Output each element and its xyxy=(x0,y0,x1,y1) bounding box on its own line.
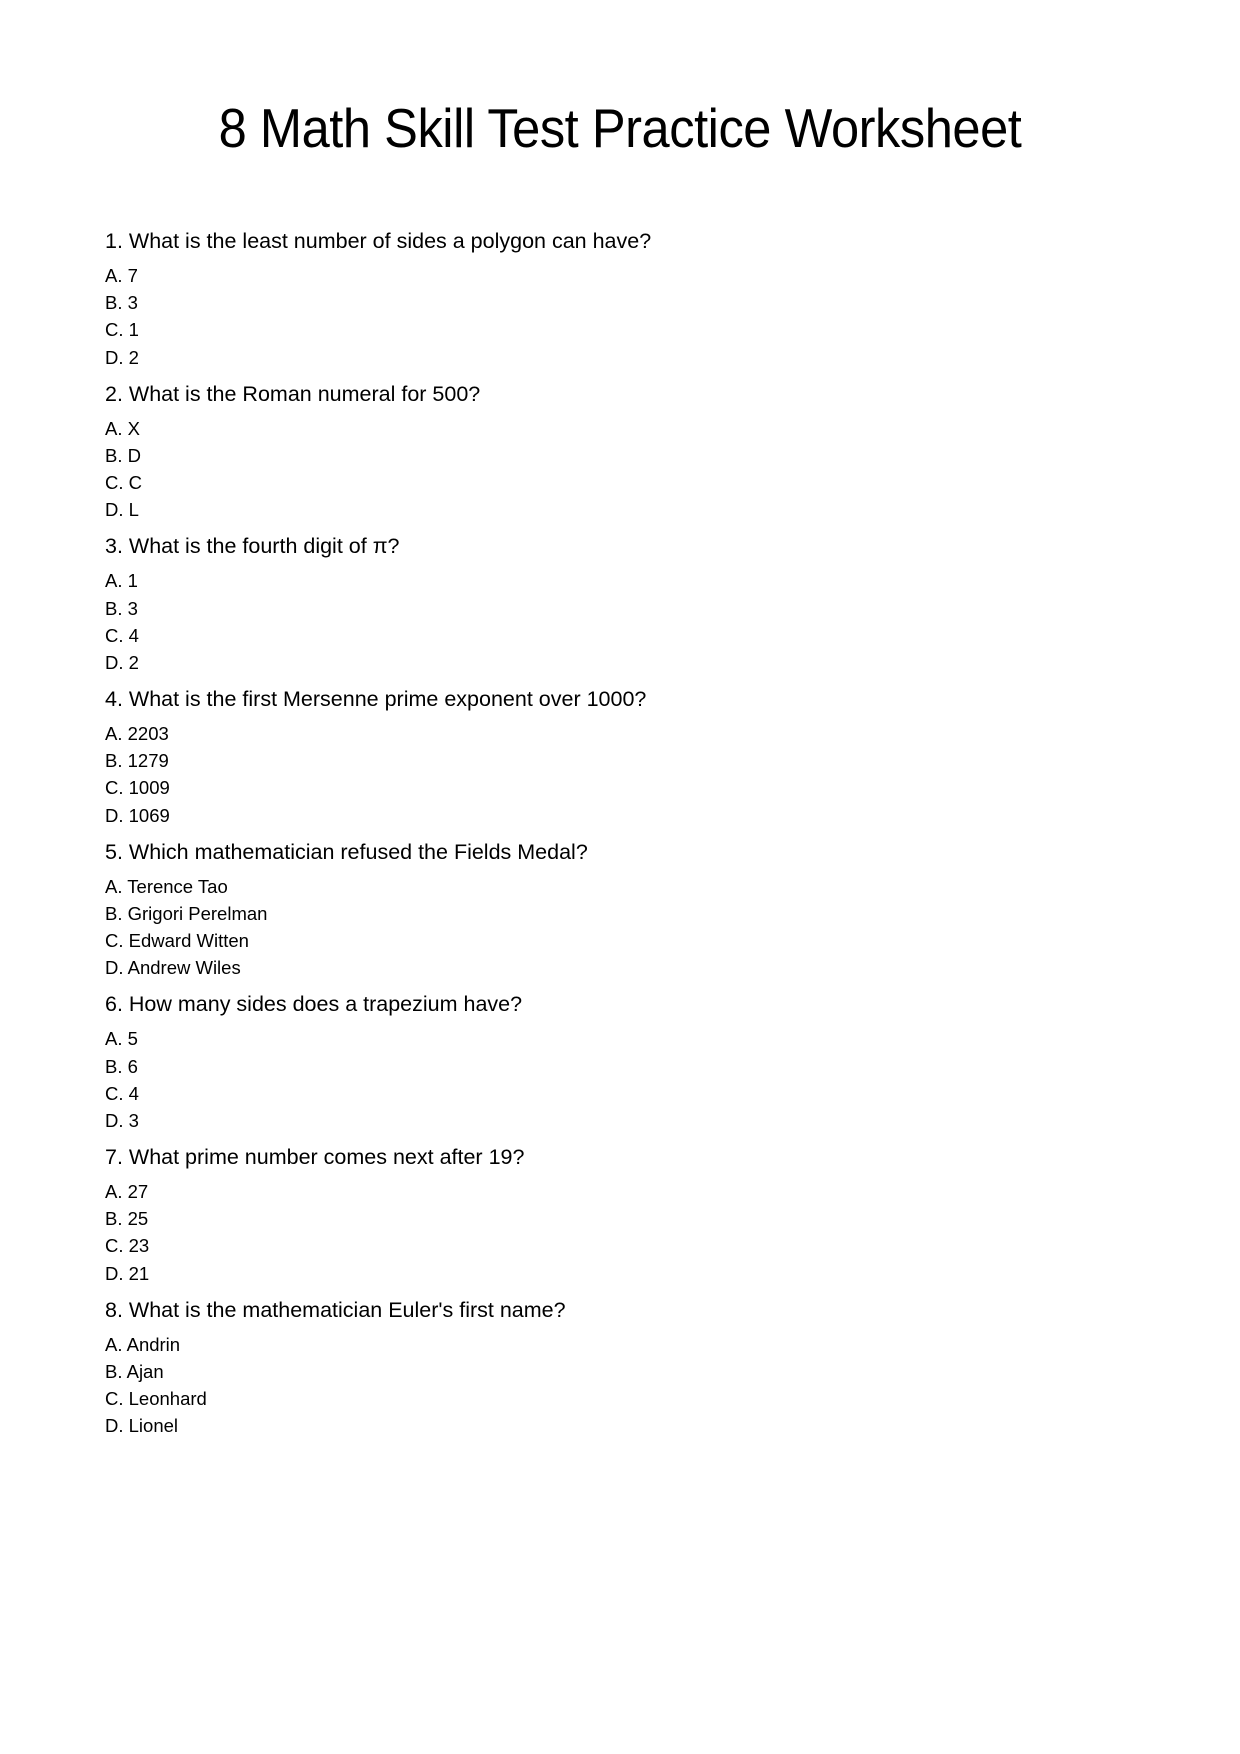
option-row[interactable]: C. 1009 xyxy=(105,777,170,799)
page-title: 8 Math Skill Test Practice Worksheet xyxy=(218,96,1022,159)
question-block xyxy=(105,1297,1105,1440)
question-text: 6. How many sides does a trapezium have? xyxy=(105,992,523,1017)
option-row[interactable]: D. 21 xyxy=(105,1262,150,1284)
question-block xyxy=(105,839,1105,982)
question-list xyxy=(105,228,1105,1450)
question-block xyxy=(105,533,1105,676)
option-row[interactable]: D. 3 xyxy=(105,1109,139,1131)
option-row[interactable]: B. 3 xyxy=(105,292,138,314)
option-row[interactable]: B. Grigori Perelman xyxy=(105,902,268,924)
option-row[interactable]: C. Leonhard xyxy=(105,1388,207,1410)
option-row[interactable]: D. L xyxy=(105,499,139,521)
option-row[interactable]: D. 2 xyxy=(105,651,139,673)
option-row[interactable]: C. 4 xyxy=(105,624,139,646)
question-text: 8. What is the mathematician Euler's first name? xyxy=(105,1297,566,1322)
question-block xyxy=(105,381,1105,524)
option-row[interactable]: C. 23 xyxy=(105,1235,150,1257)
question-block xyxy=(105,991,1105,1134)
option-row[interactable]: A. Terence Tao xyxy=(105,875,228,897)
question-block xyxy=(105,1144,1105,1287)
option-row[interactable]: B. 3 xyxy=(105,597,138,619)
option-row[interactable]: A. Andrin xyxy=(105,1333,181,1355)
option-row[interactable]: D. Andrew Wiles xyxy=(105,957,241,979)
option-row[interactable]: A. 1 xyxy=(105,570,138,592)
option-row[interactable]: D. Lionel xyxy=(105,1415,179,1437)
option-row[interactable]: A. 7 xyxy=(105,264,138,286)
option-row[interactable]: A. X xyxy=(105,417,140,439)
question-block xyxy=(105,686,1105,829)
option-row[interactable]: A. 2203 xyxy=(105,723,169,744)
option-row[interactable]: C. 4 xyxy=(105,1082,139,1104)
question-text: 1. What is the least number of sides a polygon can have? xyxy=(105,229,652,253)
question-block xyxy=(105,228,1105,371)
option-row[interactable]: B. 25 xyxy=(105,1208,149,1230)
question-text: 3. What is the fourth digit of π? xyxy=(105,534,400,559)
option-row[interactable]: B. 1279 xyxy=(105,750,169,772)
question-text: 4. What is the first Mersenne prime exponent over 1000? xyxy=(105,687,647,712)
option-row[interactable]: D. 1069 xyxy=(105,804,170,826)
question-text: 7. What prime number comes next after 19? xyxy=(105,1145,525,1170)
option-row[interactable]: A. 27 xyxy=(105,1181,149,1203)
option-row[interactable]: C. Edward Witten xyxy=(105,930,249,952)
option-row[interactable]: B. Ajan xyxy=(105,1360,164,1382)
option-row[interactable]: C. C xyxy=(105,472,142,493)
question-text: 5. Which mathematician refused the Fields Medal? xyxy=(105,839,588,864)
option-row[interactable]: B. 6 xyxy=(105,1055,138,1077)
question-text: 2. What is the Roman numeral for 500? xyxy=(105,381,481,406)
option-row[interactable]: C. 1 xyxy=(105,319,139,341)
option-row[interactable]: B. D xyxy=(105,444,141,466)
option-row[interactable]: A. 5 xyxy=(105,1028,138,1050)
option-row[interactable]: D. 2 xyxy=(105,346,139,368)
